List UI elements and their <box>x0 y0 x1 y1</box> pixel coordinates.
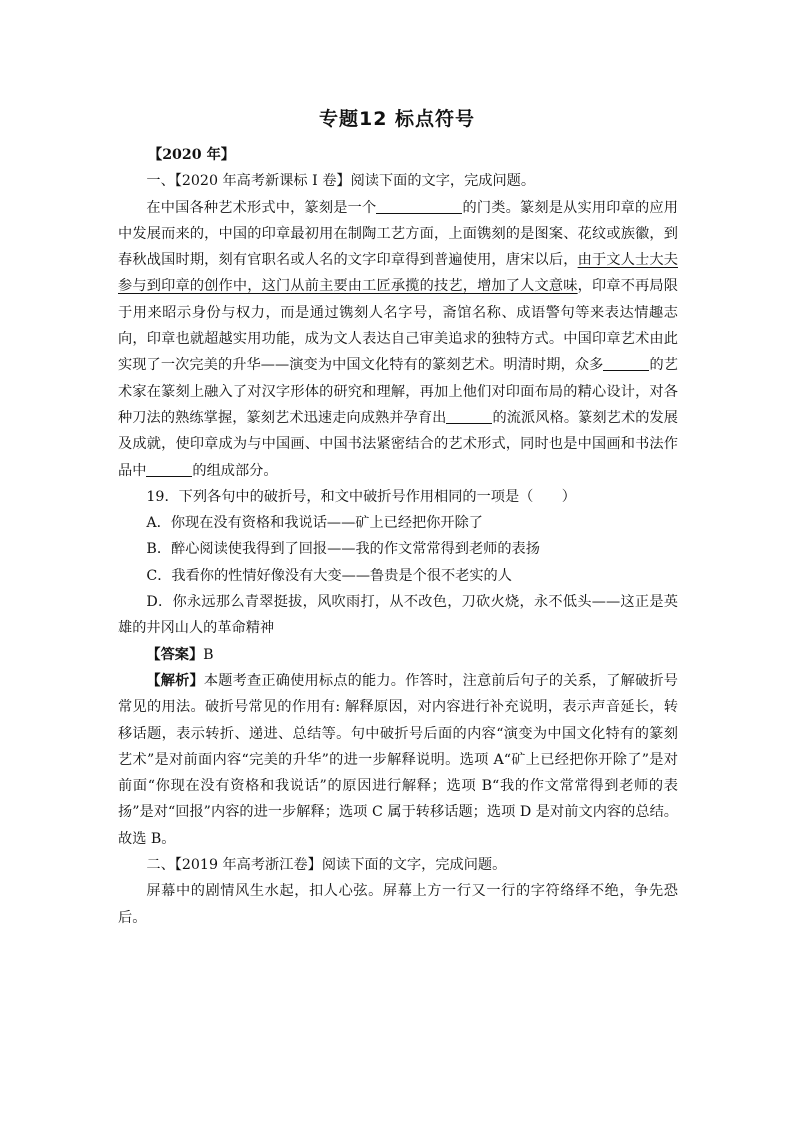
passage-text-f: 的组成部分。 <box>192 462 278 479</box>
option-c: C．我看你的性情好像没有大变——鲁贵是个很不老实的人 <box>146 567 512 584</box>
passage-text-a: 在中国各种艺术形式中，篆刻是一个 <box>146 199 377 216</box>
passage-text-b: 的门类。篆刻是从实用印章的应用中发展而来的，中国的印章最初用在制陶工艺方面，上面镌刻的是图案、花纹或族徽，到春秋战国时期，刻有官职名或人名的文字印章得到普遍使用，唐宋以后， <box>118 199 678 269</box>
question-1-header <box>118 168 678 194</box>
fill-blank-4 <box>146 460 192 477</box>
option-b: B．醉心阅读使我得到了回报——我的作文常常得到老师的表扬 <box>146 541 540 558</box>
passage-paragraph <box>118 195 678 484</box>
question-2-instruction: 阅读下面的文字，完成问题。 <box>321 857 507 874</box>
passage-text-e: 的流派风格。篆刻艺术的发展及成就，使印章成为与中国画、中国书法紧密结合的艺术形式，同时也是中国画和书法作品中 <box>118 409 678 479</box>
analysis-paragraph <box>118 668 678 852</box>
question-2-source: 【2019 年高考浙江卷】 <box>174 857 322 874</box>
answer-label: 【答案】 <box>146 646 204 663</box>
question-1-source: 【2020 年高考新课标 I 卷】 <box>174 173 351 190</box>
fill-blank-1 <box>376 197 462 214</box>
underlined-sentence: 由于文人士大夫参与到印章的创作中，这门从前主要由工匠承揽的技艺，增加了人文意味 <box>118 252 678 295</box>
question-19: 19．下列各句中的破折号，和文中破折号作用相同的一项是（ ） <box>146 488 576 505</box>
section-year-2020: 【2020 年】 <box>148 147 235 163</box>
fill-blank-2 <box>603 355 649 372</box>
fill-blank-3 <box>446 407 492 424</box>
passage-text-c: ，印章不再局限于用来昭示身份与权力，而是通过镌刻人名字号，斋馆名称、成语警句等来表达情趣志向，印章也就超越实用功能，成为文人表达自己审美追求的独特方式。中国印章艺术由此实现了一次完美的升华——演变为中国文化特有的篆刻艺术。明清时期，众多 <box>118 278 678 374</box>
option-a: A．你现在没有资格和我说话——矿上已经把你开除了 <box>146 515 483 532</box>
question-2-passage: 屏幕中的剧情风生水起，扣人心弦。屏幕上方一行又一行的字符络绎不绝，争先恐后。 <box>118 883 678 926</box>
question-1-number: 一、 <box>146 173 175 190</box>
analysis-text: 本题考查正确使用标点的能力。作答时，注意前后句子的关系，了解破折号常见的用法。破折号常见的作用有: 解释原因，对内容进行补充说明，表示声音延长，转移话题，表示转折、递进、总结等。句中破折号后面的内容“演变为中国文化特有的篆刻艺术”是对前面内容“完美的升华”的进一步解释说明。选项 A“矿上已经把你开除了”是对前面“你现在没有资格和我说话”的原因进行解释；选项 B“我的作文常常得到老师的表扬”是对“回报”内容的进一步解释；选项 C 属于转移话题；选项 D 是对前文内容的总结。故选 B。 <box>118 672 678 847</box>
answer-value: B <box>203 646 214 663</box>
passage-text-d: 的艺术家在篆刻上融入了对汉字形体的研究和理解，再加上他们对印面布局的精心设计，对各种刀法的熟练掌握，篆刻艺术迅速走向成熟并孕育出 <box>118 357 678 426</box>
page-title: 专题12 标点符号 <box>318 108 476 130</box>
answer-line <box>118 642 678 668</box>
question-2-header <box>118 852 678 878</box>
option-d: D．你永远那么青翠挺拔，风吹雨打，从不改色，刀砍火烧，永不低头——这正是英雄的井冈山人的革命精神 <box>118 594 678 637</box>
question-2-number: 二、 <box>146 857 175 874</box>
question-1-instruction: 阅读下面的文字，完成问题。 <box>350 173 536 190</box>
analysis-label: 【解析】 <box>146 672 204 689</box>
document-body <box>118 142 678 931</box>
